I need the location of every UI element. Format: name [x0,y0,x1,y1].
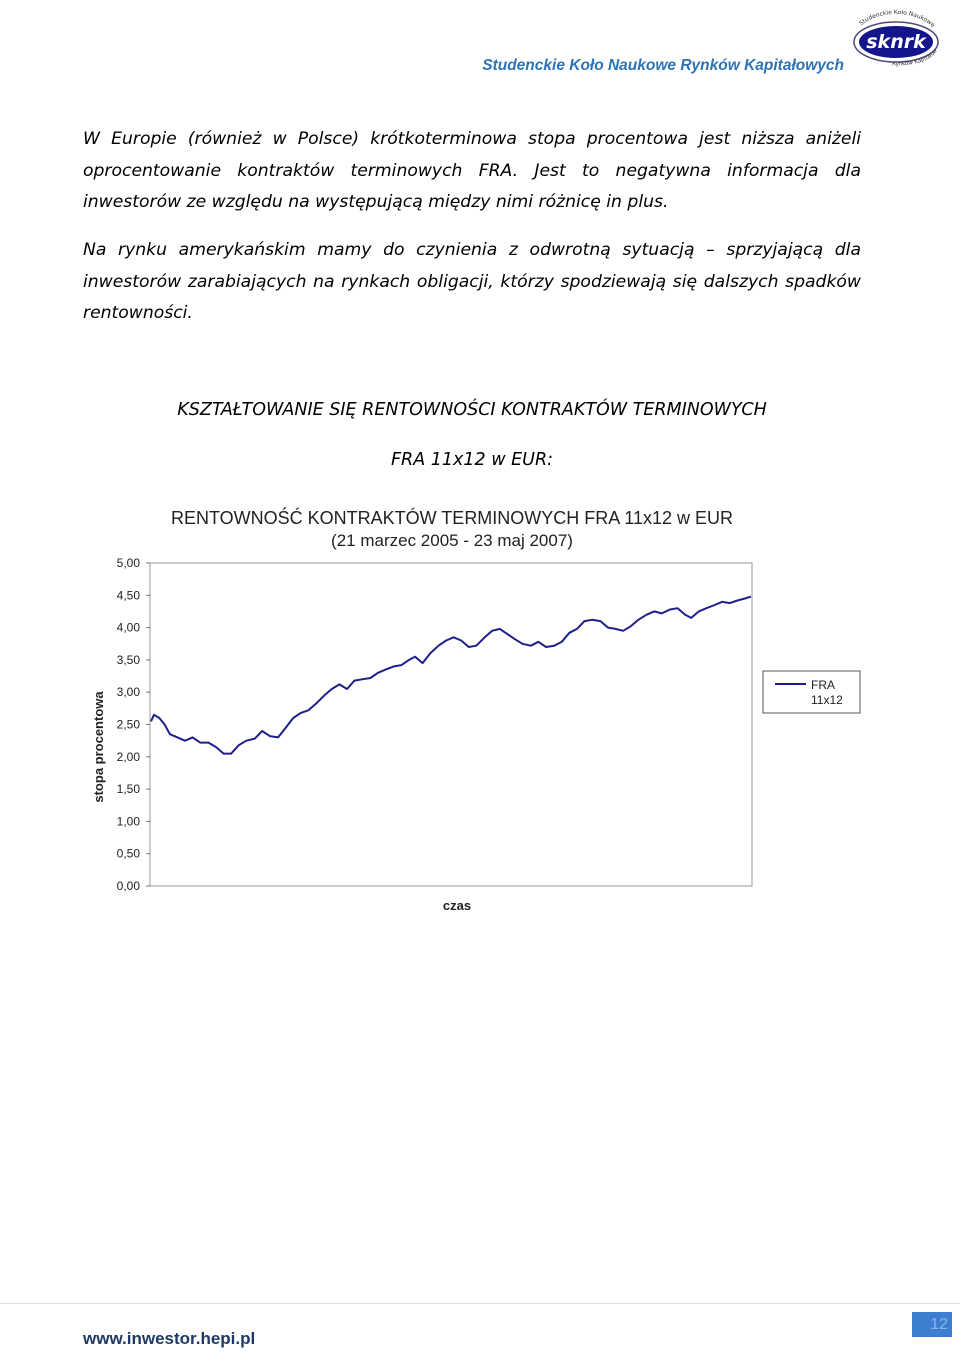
x-axis-label: czas [442,898,472,913]
y-tick-label: 1,00 [116,814,140,829]
logo-ring-bottom: Rynków Kapitałow [891,48,939,68]
footer-divider [0,1303,960,1304]
y-tick-label: 5,00 [116,556,140,570]
y-tick-label: 2,50 [116,717,140,732]
chart-subtitle: (21 marzec 2005 - 23 maj 2007) [331,531,573,550]
y-tick-label: 4,00 [116,620,140,635]
y-tick-label: 0,50 [116,846,140,861]
section-heading: KSZTAŁTOWANIE SIĘ RENTOWNOŚCI KONTRAKTÓW TERMINOWYCH [177,400,767,420]
footer-url[interactable]: www.inwestor.hepi.pl [83,1329,256,1348]
y-tick-label: 3,00 [116,685,140,700]
section-subheading: FRA 11x12 w EUR: [390,450,553,470]
plot-area [150,563,752,886]
page-number-badge: 12 [912,1312,952,1337]
legend [763,671,860,713]
sknrk-logo [844,4,948,68]
paragraph-europe: W Europie (również w Polsce) krótkoterminowa stopa procentowa jest niższa aniżeli oprocentowanie kontraktów terminowych FRA. Jest to negatywna informacja dla inwestorów ze względu na występującą między nimi różnicę in plus. [83,129,861,212]
header-title: Studenckie Koło Naukowe Rynków Kapitałowych [482,57,844,74]
paragraph-usa: Na rynku amerykańskim mamy do czynienia z odwrotną sytuacją – sprzyjającą dla inwestorów zarabiających na rynkach obligacji, którzy spodziewają się dalszych spadków rentowności. [83,240,861,323]
logo-text: sknrk [866,31,926,53]
chart-title: RENTOWNOŚĆ KONTRAKTÓW TERMINOWYCH FRA 11x12 w EUR [170,508,734,528]
y-tick-label: 3,50 [116,652,140,667]
legend-label: FRA 11x12 [811,678,843,707]
y-axis-label: stopa procentowa [91,691,106,803]
y-tick-label: 2,00 [116,749,140,764]
logo-ring-top: Studenckie Koło Naukowe [857,8,937,29]
y-tick-label: 0,00 [116,879,140,893]
y-tick-label: 4,50 [116,588,140,603]
fra-yield-chart [80,495,880,925]
y-tick-label: 1,50 [116,782,140,797]
